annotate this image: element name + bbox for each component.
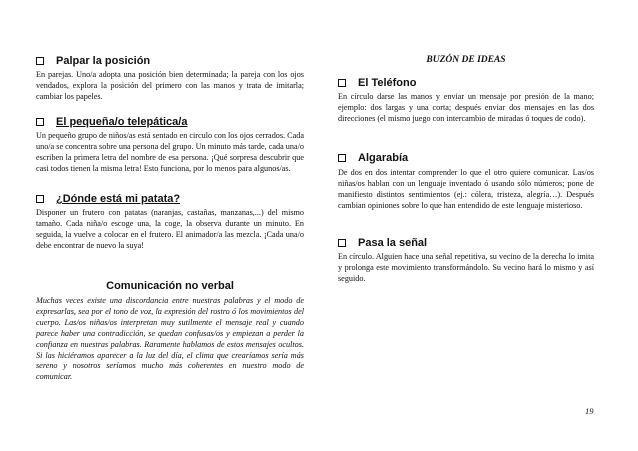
box-title: Comunicación no verbal (106, 280, 234, 292)
checkbox-bullet-icon (338, 239, 346, 247)
section-text: En parejas. Uno/a adopta una posición bien determinada; la pareja con los ojos vendados, explora la posición del primero con las manos y trata de imitarla; cambiar los papeles. (36, 70, 304, 101)
checkbox-bullet-icon (36, 118, 44, 126)
section-text: De dos en dos intentar comprender lo que el otro quiere comunicar. Las/os niñas/os hablan con un lenguaje inventado ó usando sólo números; pone de manifiesto distintos sentimientos (ej.: cólera, tristeza, alegría…). Después cambian opiniones sobre lo que han entendido de este lenguaje misterioso. (338, 168, 594, 210)
checkbox-bullet-icon (338, 154, 346, 162)
checkbox-bullet-icon (36, 195, 44, 203)
section-heading-telepatica (36, 116, 187, 128)
section-title: El pequeña/o telepática/a (56, 116, 188, 128)
section-heading-patata (36, 193, 180, 205)
section-heading-senal (338, 237, 427, 249)
section-text: En círculo darse las manos y enviar un mensaje por presión de la mano; ejemplo: dos largas y una corta; después enviar dos mensajes en las dos direcciones (el mismo juego con intercambio de miradas ó toques de codo). (338, 92, 594, 123)
section-text: En círculo. Alguien hace una señal repetitiva, su vecino de la derecha lo imita y prolonga este movimiento transformándolo. Su vecino hará lo mismo y así seguido. (338, 252, 594, 283)
section-title: Palpar la posición (56, 55, 151, 67)
page-header: BUZÓN DE IDEAS (426, 55, 506, 65)
checkbox-bullet-icon (338, 79, 346, 87)
section-title: Algarabía (358, 152, 409, 164)
page-number: 19 (585, 406, 594, 416)
section-heading-algarabia (338, 152, 408, 164)
section-heading-telefono (338, 77, 416, 89)
section-title: El Teléfono (358, 77, 417, 89)
section-heading-palpar (36, 55, 150, 67)
section-text: Un pequeño grupo de niños/as está sentado en circulo con los ojos cerrados. Cada uno/a se concentra sobre una persona del grupo. Un minuto más tarde, cada una/o escriben la primera letra del nombre de esa persona. ¡Qué sorpresa descubrir que casi todos tienen la misma letra! Esto funciona, por lo menos para algunos/as. (36, 131, 304, 173)
checkbox-bullet-icon (36, 57, 44, 65)
section-title: ¿Dónde está mi patata? (56, 193, 181, 205)
section-title: Pasa la señal (358, 237, 428, 249)
section-text: Disponer un frutero con patatas (naranjas, castañas, manzanas,...) del mismo tamaño. Cada niña/o escoge una, la coge, la observa durante un minuto. En seguida, la vuelve a colocar en el frutero. El animador/a las mezcla. ¡Cada una/o debe encontrar de nuevo la suya! (36, 208, 304, 250)
box-text: Muchas veces existe una discordancia entre nuestras palabras y el modo de expresarlas, sea por el tono de voz, la expresión del rostro ó los movimientos del cuerpo. Las/os niñas/os interpretan muy sutilmente el mensaje real y cuando parece haber una contradicción, se quedan confusas/os y empiezan a perder la confianza en nuestras palabras. Raramente hablamos de estos mensajes ocultos. Si las hiciéramos aparecer a la luz del día, el clima que crearíamos sería más sereno y nosotros seríamos mucho más coherentes en nuestro modo de comunicar. (36, 296, 304, 382)
